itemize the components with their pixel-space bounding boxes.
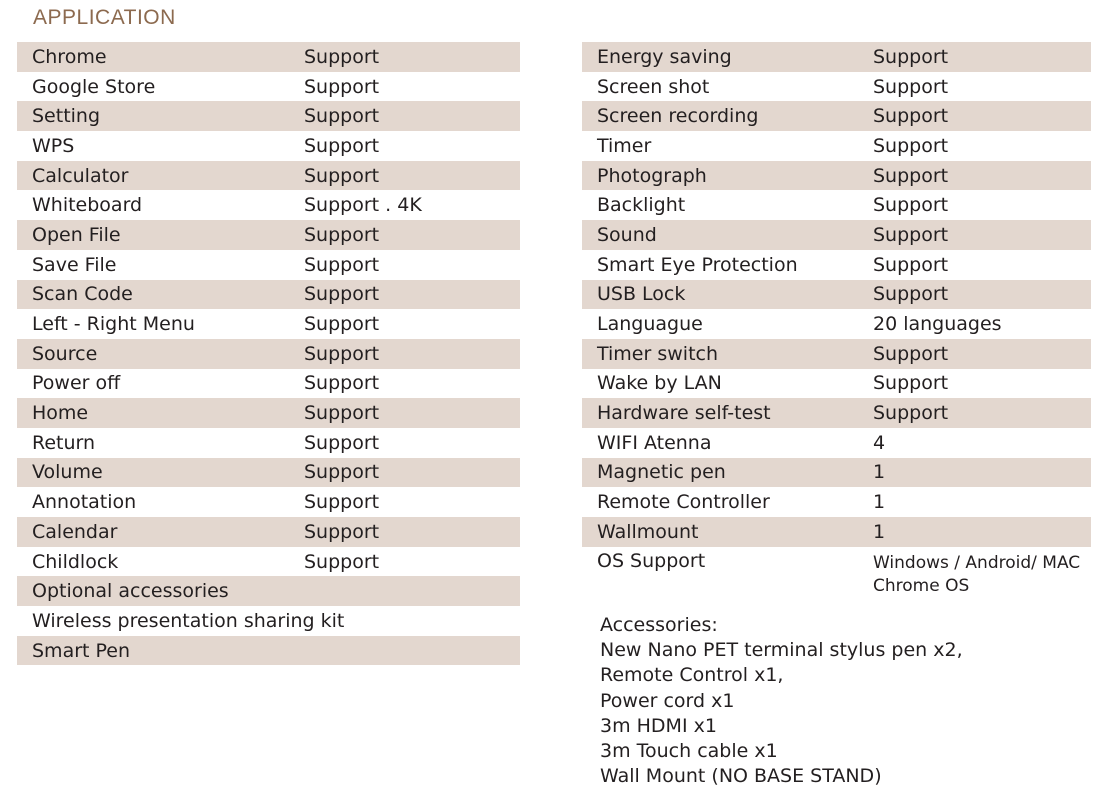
row-value: Support — [873, 194, 949, 217]
table-row — [582, 161, 1091, 191]
os-support-row — [582, 547, 1091, 595]
row-label: Screen shot — [597, 75, 710, 98]
row-label: Home — [32, 402, 89, 425]
table-row — [17, 190, 520, 220]
table-row — [17, 606, 520, 636]
table-row — [582, 309, 1091, 339]
row-label: Wireless presentation sharing kit — [32, 609, 345, 632]
table-row — [17, 339, 520, 369]
accessory-item: Remote Control x1, — [600, 664, 784, 687]
table-row — [17, 72, 520, 102]
row-label: Annotation — [32, 491, 137, 514]
row-value: Support — [873, 253, 949, 276]
row-label: Setting — [32, 105, 101, 128]
table-row — [17, 101, 520, 131]
row-value: Support — [304, 550, 380, 573]
row-label: Return — [32, 431, 96, 454]
row-label: Hardware self-test — [597, 402, 771, 425]
row-label: WPS — [32, 134, 75, 157]
row-value: Support — [873, 164, 949, 187]
page-title: APPLICATION — [33, 6, 176, 29]
table-row — [17, 220, 520, 250]
accessory-item: Power cord x1 — [600, 689, 735, 712]
table-row — [582, 369, 1091, 399]
row-label: Wallmount — [597, 520, 699, 543]
row-value: Support — [304, 223, 380, 246]
accessories-heading: Accessories: — [600, 614, 718, 636]
row-value: Support — [304, 75, 380, 98]
table-row — [17, 576, 520, 606]
row-label: Backlight — [597, 194, 686, 217]
row-label: Google Store — [32, 75, 156, 98]
row-value: Support — [304, 342, 380, 365]
row-label: USB Lock — [597, 283, 686, 306]
row-label: Volume — [32, 461, 103, 484]
table-row — [17, 517, 520, 547]
row-label: Power off — [32, 372, 121, 395]
table-row — [17, 547, 520, 577]
table-row — [17, 458, 520, 488]
row-value: Support — [873, 45, 949, 68]
table-row — [17, 636, 520, 666]
row-value: Support — [873, 283, 949, 306]
row-value: Support — [873, 134, 949, 157]
row-value: Support — [873, 372, 949, 395]
row-value: Support — [304, 134, 380, 157]
row-label: Whiteboard — [32, 194, 143, 217]
table-row — [582, 101, 1091, 131]
table-row — [17, 309, 520, 339]
row-label: Chrome — [32, 45, 107, 68]
table-row — [17, 428, 520, 458]
row-value: Support — [873, 75, 949, 98]
row-value: 1 — [873, 461, 886, 484]
table-row — [582, 339, 1091, 369]
row-value: Support — [873, 342, 949, 365]
table-row — [17, 161, 520, 191]
table-row — [582, 220, 1091, 250]
accessories-list — [600, 613, 963, 789]
table-row — [582, 190, 1091, 220]
row-value: Support — [304, 461, 380, 484]
row-value: Support — [304, 253, 380, 276]
table-row — [17, 487, 520, 517]
row-label: Timer switch — [597, 342, 719, 365]
os-support-line: Windows / Android/ MAC — [873, 552, 1081, 573]
row-label: Source — [32, 342, 98, 365]
left-spec-table — [17, 42, 520, 665]
row-label: Energy saving — [597, 45, 732, 68]
row-value: Support — [304, 164, 380, 187]
row-label: Languague — [597, 313, 703, 336]
row-value: Support — [304, 45, 380, 68]
row-value: Support . 4K — [304, 194, 422, 217]
row-label: OS Support — [597, 549, 706, 572]
accessory-item: 3m HDMI x1 — [600, 714, 717, 737]
accessory-item: 3m Touch cable x1 — [600, 740, 778, 763]
os-support-line: Chrome OS — [873, 575, 970, 596]
table-row — [582, 428, 1091, 458]
row-label: Photograph — [597, 164, 707, 187]
table-row — [17, 280, 520, 310]
right-spec-table — [582, 42, 1091, 595]
row-label: WIFI Atenna — [597, 431, 712, 454]
row-value: Support — [873, 402, 949, 425]
row-label: Calculator — [32, 164, 129, 187]
table-row — [17, 131, 520, 161]
row-value: 1 — [873, 520, 886, 543]
table-row — [582, 42, 1091, 72]
row-value: Support — [304, 372, 380, 395]
row-value: Support — [304, 283, 380, 306]
accessory-item: Wall Mount (NO BASE STAND) — [600, 765, 882, 788]
table-row — [582, 280, 1091, 310]
table-row — [582, 250, 1091, 280]
row-label: Open File — [32, 223, 121, 246]
table-row — [17, 398, 520, 428]
table-row — [582, 487, 1091, 517]
row-label: Optional accessories — [32, 580, 229, 603]
accessory-item: New Nano PET terminal stylus pen x2, — [600, 639, 963, 662]
table-row — [582, 517, 1091, 547]
row-value: Support — [304, 402, 380, 425]
row-label: Remote Controller — [597, 491, 770, 514]
row-label: Calendar — [32, 520, 118, 543]
table-row — [582, 131, 1091, 161]
row-label: Smart Eye Protection — [597, 253, 798, 276]
row-value: Support — [304, 105, 380, 128]
row-label: Scan Code — [32, 283, 133, 306]
table-row — [17, 369, 520, 399]
row-value: 1 — [873, 491, 886, 514]
os-support-value — [873, 550, 1091, 598]
table-row — [17, 250, 520, 280]
table-row — [17, 42, 520, 72]
row-value: Support — [304, 520, 380, 543]
row-label: Smart Pen — [32, 639, 131, 662]
row-value: Support — [873, 105, 949, 128]
row-label: Wake by LAN — [597, 372, 722, 395]
row-label: Screen recording — [597, 105, 759, 128]
row-label: Left - Right Menu — [32, 313, 195, 336]
table-row — [582, 72, 1091, 102]
row-value: Support — [304, 431, 380, 454]
row-value: 20 languages — [873, 313, 1002, 336]
table-row — [582, 458, 1091, 488]
row-value: Support — [304, 313, 380, 336]
row-value: Support — [304, 491, 380, 514]
row-label: Magnetic pen — [597, 461, 726, 484]
row-value: Support — [873, 223, 949, 246]
row-label: Childlock — [32, 550, 119, 573]
row-label: Timer — [597, 134, 652, 157]
row-label: Sound — [597, 223, 657, 246]
row-label: Save File — [32, 253, 117, 276]
table-row — [582, 398, 1091, 428]
row-value: 4 — [873, 431, 886, 454]
